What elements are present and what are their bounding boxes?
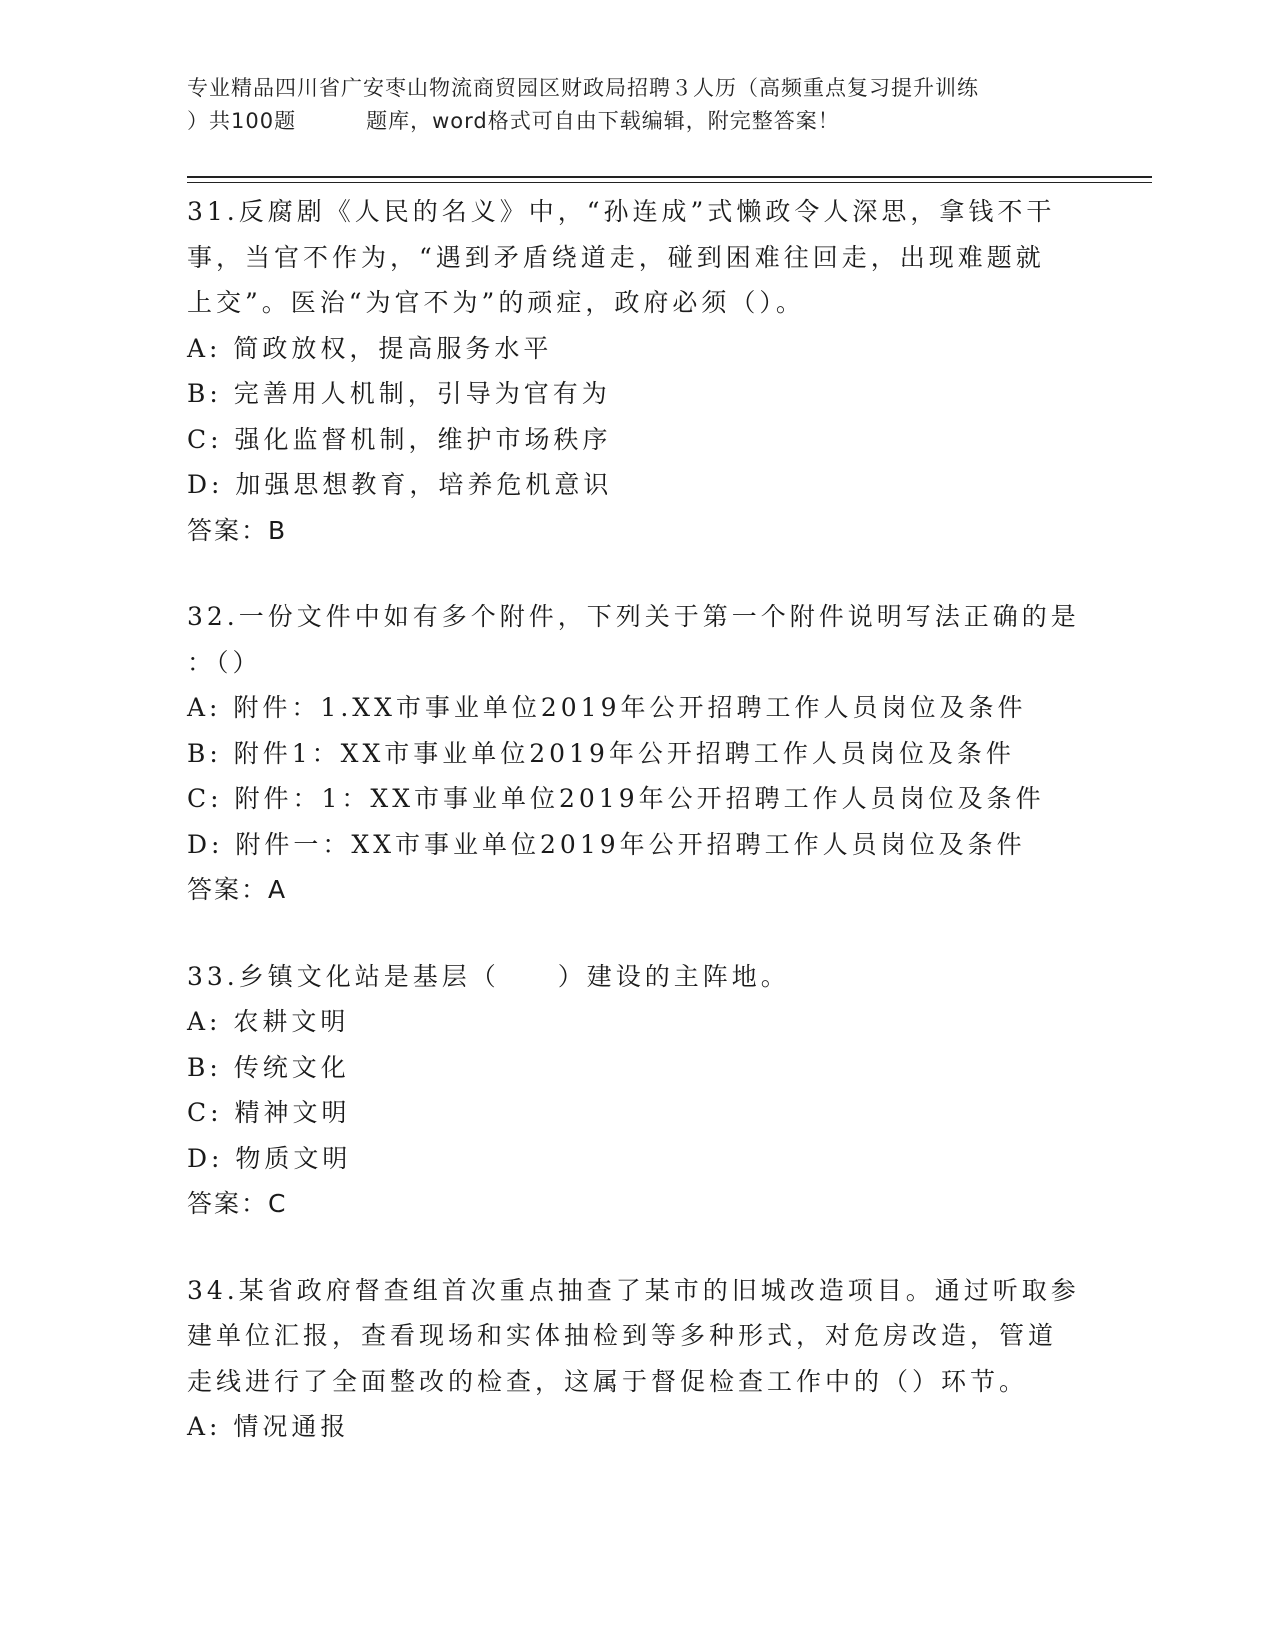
question-stem-line: 33.乡镇文化站是基层（ ）建设的主阵地。 xyxy=(187,961,790,991)
question-stem-line: 事，当官不作为，“遇到矛盾绕道走，碰到困难往回走，出现难题就 xyxy=(187,242,1045,272)
option-a: A: 附件：1.XX市事业单位2019年公开招聘工作人员岗位及条件 xyxy=(187,693,1027,722)
question-33 xyxy=(187,954,1087,1227)
option-a: A: 农耕文明 xyxy=(187,1007,350,1036)
question-stem-line: 32.一份文件中如有多个附件，下列关于第一个附件说明写法正确的是 xyxy=(187,602,1080,631)
question-32 xyxy=(187,594,1087,913)
option-a: A: 情况通报 xyxy=(187,1412,350,1441)
document-header xyxy=(187,72,1087,138)
option-c: C: 强化监督机制，维护市场秩序 xyxy=(187,424,612,454)
answer-label: 答案：B xyxy=(187,515,288,545)
question-spacer xyxy=(187,913,1087,954)
question-list xyxy=(187,189,1087,1450)
option-b: B: 完善用人机制，引导为官有为 xyxy=(187,379,611,408)
option-c: C: 附件：1：XX市事业单位2019年公开招聘工作人员岗位及条件 xyxy=(187,784,1045,813)
question-31 xyxy=(187,189,1087,553)
question-stem-line: 31.反腐剧《人民的名义》中，“孙连成”式懒政令人深思，拿钱不干 xyxy=(187,197,1056,226)
question-stem-line: 走线进行了全面整改的检查，这属于督促检查工作中的（）环节。 xyxy=(187,1366,1029,1396)
question-stem-line: ：（） xyxy=(187,647,262,677)
option-b: B: 附件1：XX市事业单位2019年公开招聘工作人员岗位及条件 xyxy=(187,738,1015,768)
question-stem-line: 建单位汇报，查看现场和实体抽检到等多种形式，对危房改造，管道 xyxy=(187,1321,1058,1350)
header-title-desc: 题库，word格式可自由下载编辑，附完整答案！ xyxy=(366,109,840,133)
option-d: D: 加强思想教育，培养危机意识 xyxy=(187,470,613,499)
answer-label: 答案：C xyxy=(187,1189,288,1218)
header-title-count: ）共100题 xyxy=(187,109,297,133)
question-34 xyxy=(187,1268,1087,1450)
question-stem-line: 上交”。医治“为官不为”的顽症，政府必须（）。 xyxy=(187,288,805,317)
answer-label: 答案：A xyxy=(187,875,288,904)
option-b: B: 传统文化 xyxy=(187,1052,350,1082)
question-stem-line: 34.某省政府督查组首次重点抽查了某市的旧城改造项目。通过听取参 xyxy=(187,1275,1080,1305)
question-spacer xyxy=(187,1227,1087,1268)
option-a: A: 简政放权，提高服务水平 xyxy=(187,333,553,363)
header-title-line-2 xyxy=(187,105,1087,138)
header-title-line-1: 专业精品四川省广安枣山物流商贸园区财政局招聘３人历（高频重点复习提升训练 xyxy=(187,76,979,100)
header-divider-thin xyxy=(187,182,1152,183)
option-d: D: 物质文明 xyxy=(187,1143,352,1173)
question-spacer xyxy=(187,553,1087,594)
header-divider-thick xyxy=(187,176,1152,178)
option-d: D: 附件一：XX市事业单位2019年公开招聘工作人员岗位及条件 xyxy=(187,829,1026,859)
option-c: C: 精神文明 xyxy=(187,1098,351,1127)
